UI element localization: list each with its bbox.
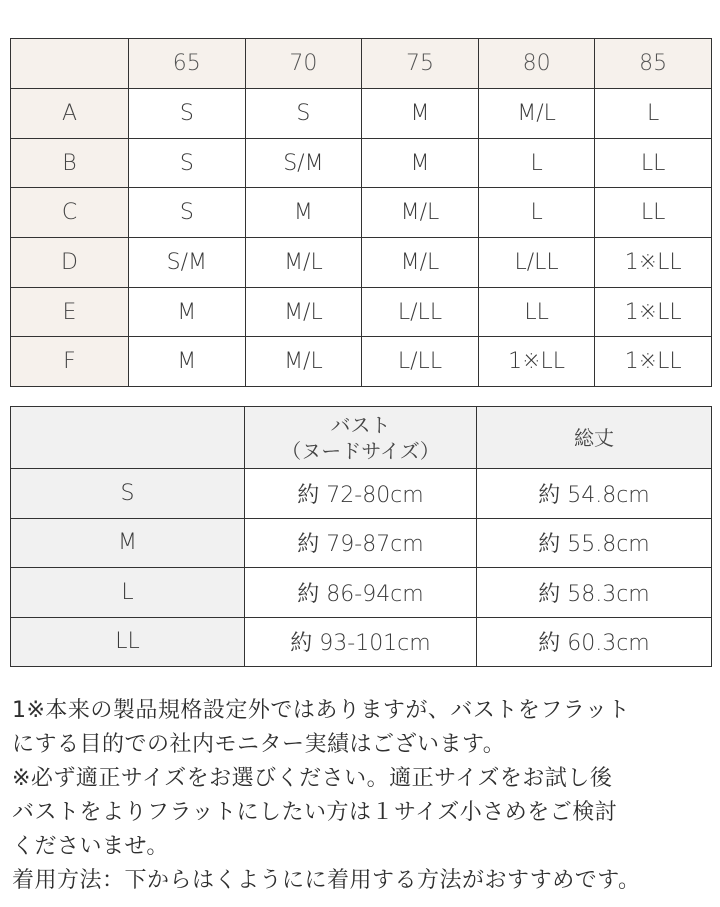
band-size-85: 85 <box>595 39 712 89</box>
note-line: バストをよりフラットにしたい方は１サイズ小さめをご検討 <box>12 800 618 825</box>
size-cell: M <box>362 138 479 188</box>
size-cell: S <box>129 89 246 139</box>
length-value: 約 58.3cm <box>477 568 712 618</box>
measurement-row-s <box>11 469 712 519</box>
bust-header-label: バスト <box>330 412 391 437</box>
cup-row-c <box>11 188 712 238</box>
cup-label: A <box>11 89 129 139</box>
size-cell: LL <box>595 138 712 188</box>
length-value: 約 60.3cm <box>477 617 712 667</box>
cup-row-e <box>11 287 712 337</box>
cup-label: F <box>11 337 129 387</box>
size-cell: S <box>245 89 362 139</box>
band-size-header-row <box>11 39 712 89</box>
size-cell: L/LL <box>362 337 479 387</box>
cup-label: B <box>11 138 129 188</box>
bust-column-header <box>245 407 477 469</box>
size-cell: S/M <box>129 238 246 288</box>
size-cell: 1※LL <box>595 337 712 387</box>
bust-value: 約 93-101cm <box>245 617 477 667</box>
bust-header-sublabel: （ヌードサイズ） <box>281 438 440 463</box>
bust-value: 約 86-94cm <box>245 568 477 618</box>
size-cell: S/M <box>245 138 362 188</box>
size-cell: M <box>362 89 479 139</box>
cup-row-b <box>11 138 712 188</box>
corner-cell <box>11 39 129 89</box>
length-column-header: 総丈 <box>477 407 712 469</box>
measurement-row-m <box>11 518 712 568</box>
size-cell: M/L <box>478 89 595 139</box>
cup-label: C <box>11 188 129 238</box>
corner-cell <box>11 407 245 469</box>
cup-row-a <box>11 89 712 139</box>
length-value: 約 54.8cm <box>477 469 712 519</box>
bust-value: 約 72-80cm <box>245 469 477 519</box>
cup-label: D <box>11 238 129 288</box>
size-label: S <box>11 469 245 519</box>
size-cell: M/L <box>362 238 479 288</box>
size-cell: M/L <box>245 287 362 337</box>
size-cell: 1※LL <box>595 238 712 288</box>
size-cell: L <box>595 89 712 139</box>
band-size-70: 70 <box>245 39 362 89</box>
size-cell: M <box>129 337 246 387</box>
size-cell: M <box>245 188 362 238</box>
size-cell: M/L <box>362 188 479 238</box>
size-cell: LL <box>478 287 595 337</box>
size-cell: 1※LL <box>595 287 712 337</box>
note-line: くださいませ。 <box>12 834 169 859</box>
cup-row-d <box>11 238 712 288</box>
band-size-65: 65 <box>129 39 246 89</box>
size-cell: 1※LL <box>478 337 595 387</box>
size-cell: M <box>129 287 246 337</box>
note-line: にする目的での社内モニター実績はございます。 <box>12 732 506 757</box>
size-cell: L/LL <box>362 287 479 337</box>
size-cell: L <box>478 138 595 188</box>
size-cell: M/L <box>245 337 362 387</box>
size-cell: L <box>478 188 595 238</box>
notes-section <box>12 694 712 898</box>
size-label: L <box>11 568 245 618</box>
measurement-header-row <box>11 407 712 469</box>
length-value: 約 55.8cm <box>477 518 712 568</box>
band-size-75: 75 <box>362 39 479 89</box>
band-size-80: 80 <box>478 39 595 89</box>
size-chart-table <box>10 38 712 387</box>
size-cell: S <box>129 188 246 238</box>
cup-label: E <box>11 287 129 337</box>
note-line: 1※本来の製品規格設定外ではありますが、バストをフラット <box>12 698 630 723</box>
cup-row-f <box>11 337 712 387</box>
measurement-row-l <box>11 568 712 618</box>
note-line: ※必ず適正サイズをお選びください。適正サイズをお試し後 <box>12 766 613 791</box>
size-cell: L/LL <box>478 238 595 288</box>
size-cell: M/L <box>245 238 362 288</box>
size-cell: S <box>129 138 246 188</box>
note-line: 着用方法：下からはくようにに着用する方法がおすすめです。 <box>12 868 641 893</box>
size-label: M <box>11 518 245 568</box>
measurement-row-ll <box>11 617 712 667</box>
measurement-table <box>10 406 712 667</box>
size-label: LL <box>11 617 245 667</box>
bust-value: 約 79-87cm <box>245 518 477 568</box>
size-cell: LL <box>595 188 712 238</box>
